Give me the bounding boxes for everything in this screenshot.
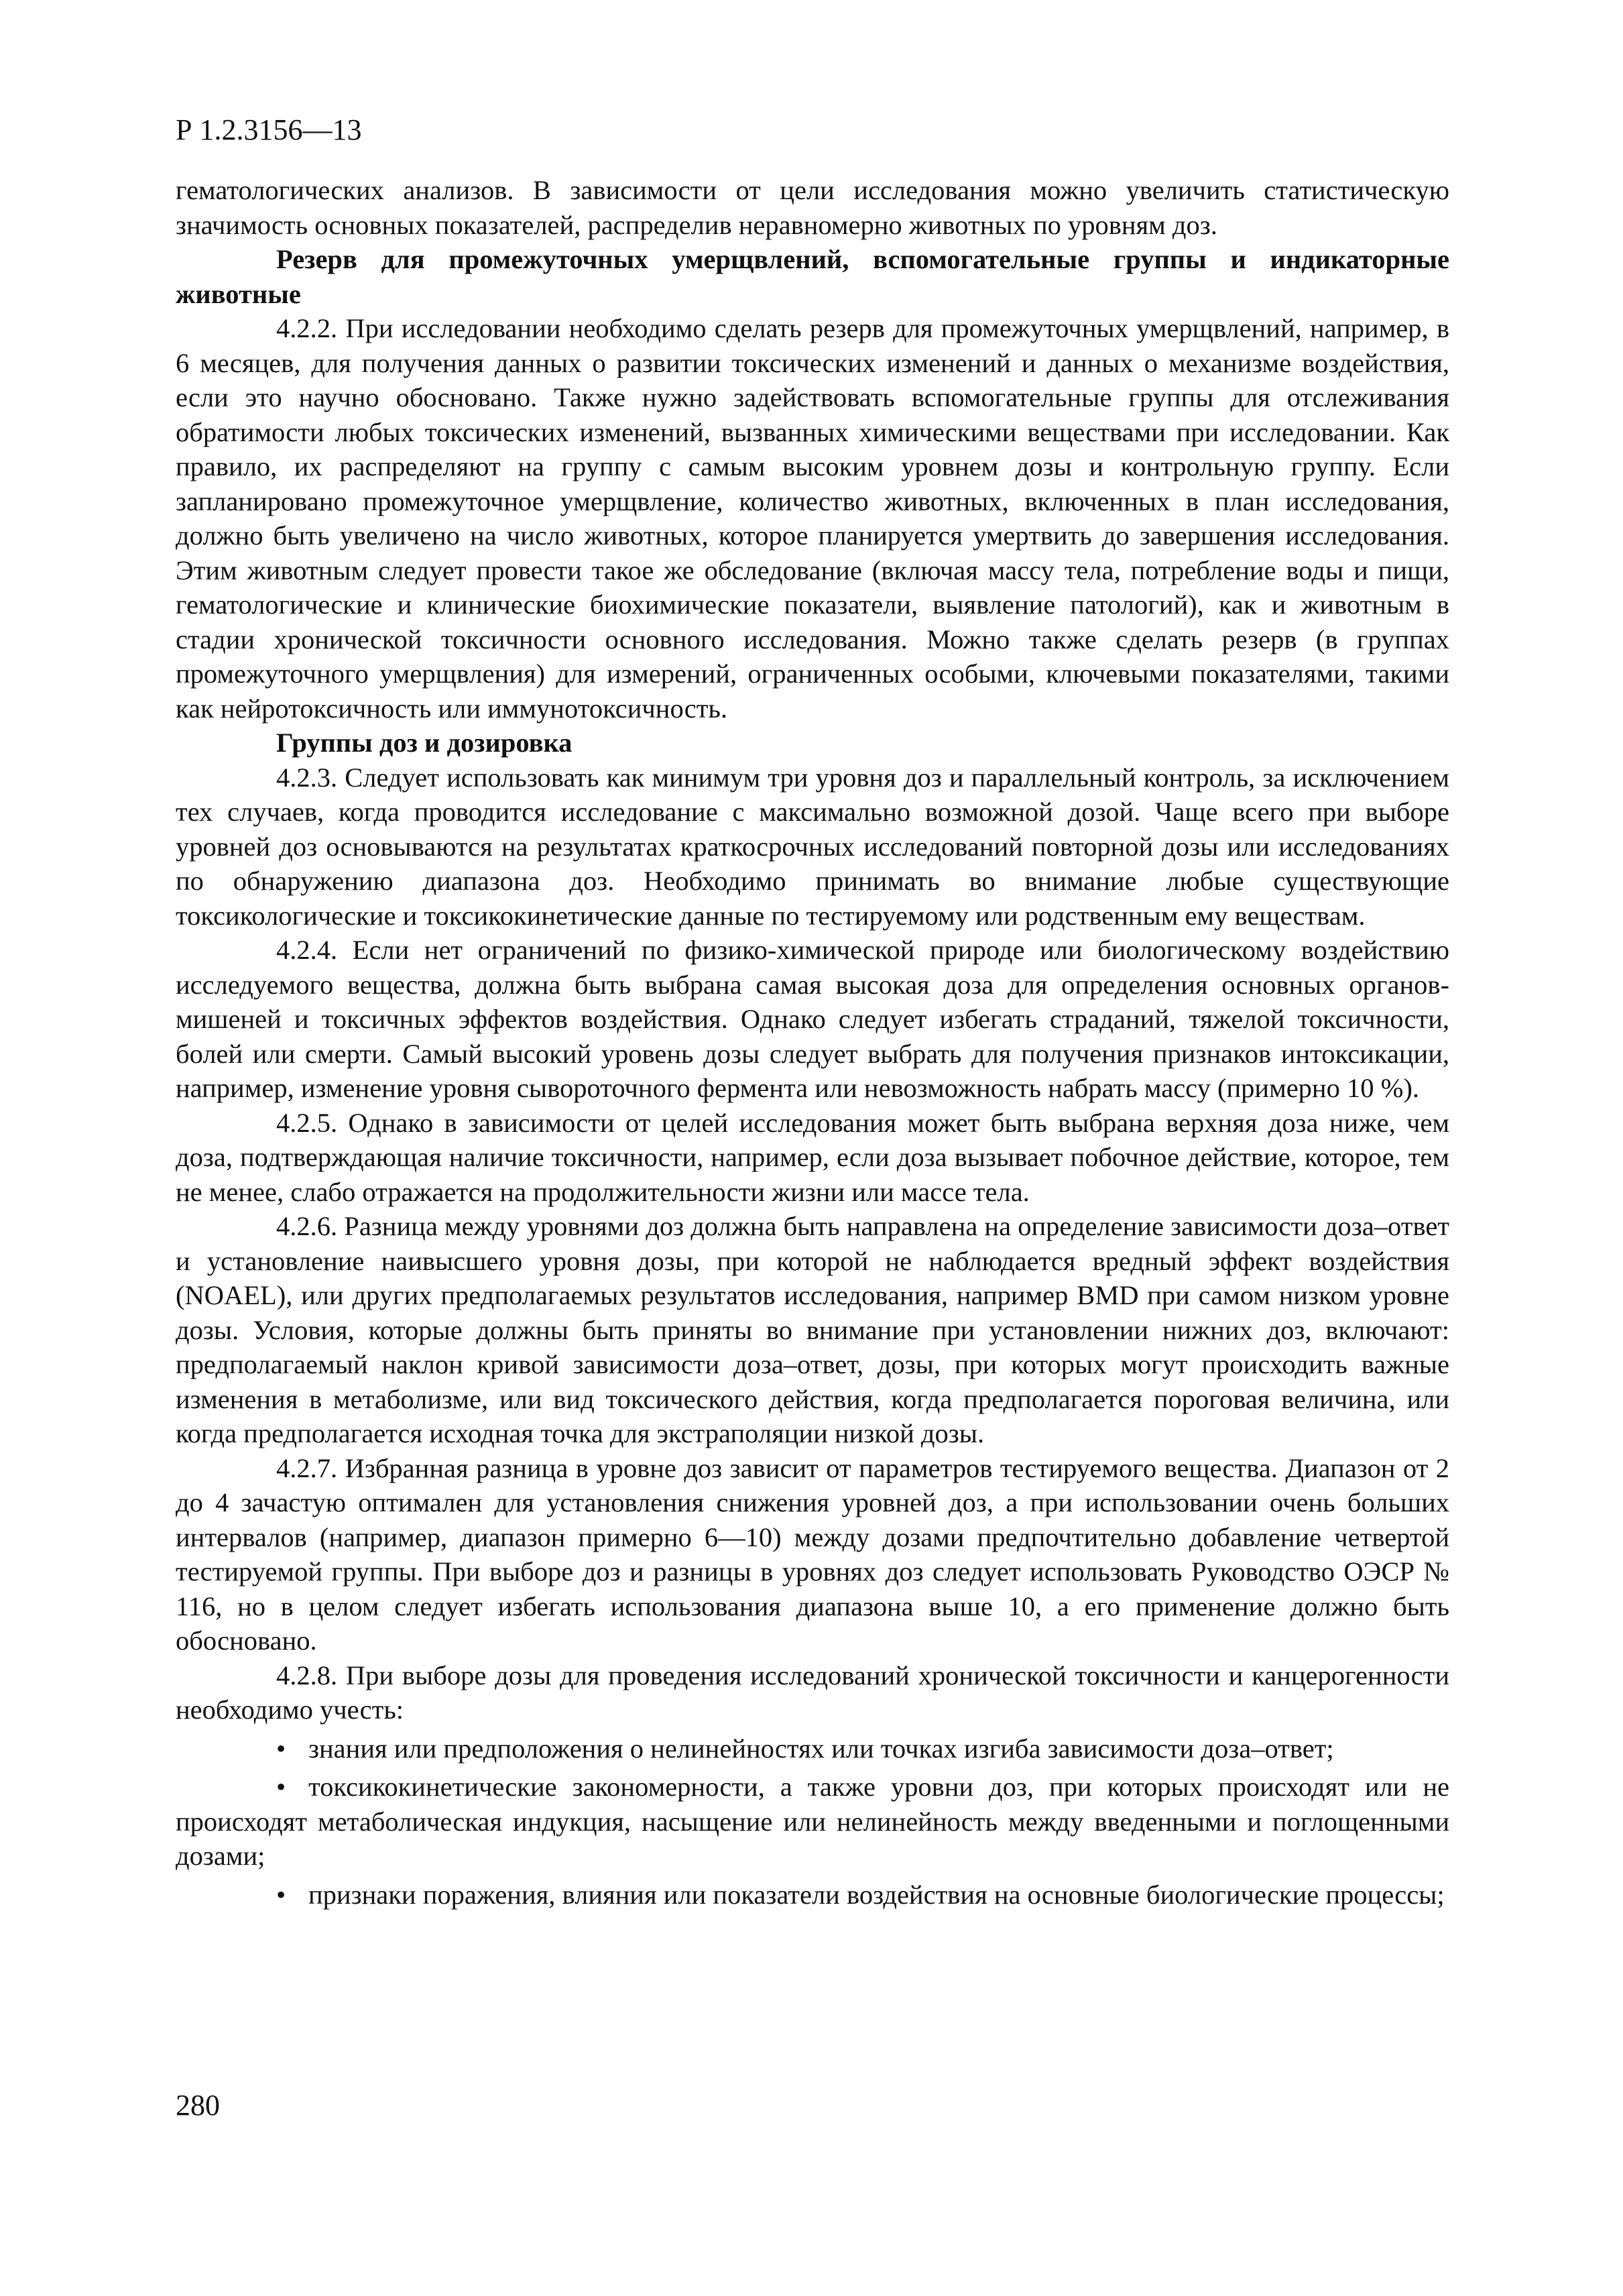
paragraph-4-2-6: 4.2.6. Разница между уровнями доз должна быть направлена на определение зависимости доза–ответ и установление наивысшего уровня дозы, при которой не наблюдается вредный эффект воздействия (NOAEL), или других предполагаемых результатов исследования, например BMD при самом низком уровне дозы. Условия, которые должны быть приняты во внимание при установлении нижних доз, включают: предполагаемый наклон кривой зависимости доза–ответ, дозы, при которых могут происходить важные изменения в метаболизме, или вид токсического действия, когда предполагается пороговая величина, или когда предполагается исходная точка для экстраполяции низкой дозы. (176, 1211, 1449, 1448)
heading-dose-groups: Группы доз и дозировка (276, 728, 573, 758)
document-code: Р 1.2.3156—13 (176, 113, 362, 146)
bullet-icon: • (276, 1733, 286, 1764)
paragraph-4-2-8: 4.2.8. При выборе дозы для проведения исследований хронической токсичности и канцерогенности необходимо учесть: (176, 1660, 1449, 1725)
bullet-text: знания или предположения о нелинейностях или точках изгиба зависимости доза–ответ; (308, 1733, 1334, 1764)
bullet-icon: • (276, 1772, 286, 1802)
intro-paragraph: гематологических анализов. В зависимости от цели исследования можно увеличить статистическую значимость основных показателей, распределив неравномерно животных по уровням доз. (176, 175, 1449, 240)
bullet-item-2 (176, 1770, 1449, 1874)
page-body (176, 173, 1449, 1912)
heading-reserve: Резерв для промежуточных умерщвлений, вспомогательные группы и индикаторные животные (176, 244, 1449, 309)
paragraph-4-2-3: 4.2.3. Следует использовать как минимум три уровня доз и параллельный контроль, за исключением тех случаев, когда проводится исследование с максимально возможной дозой. Чаще всего при выборе уровней доз основываются на результатах краткосрочных исследований повторной дозы или исследованиях по обнаружению диапазона доз. Необходимо принимать во внимание любые существующие токсикологические и токсикокинетические данные по тестируемому или родственным ему веществам. (176, 762, 1449, 931)
bullet-text: признаки поражения, влияния или показатели воздействия на основные биологические процессы; (308, 1879, 1445, 1910)
bullet-item-1 (176, 1731, 1449, 1766)
paragraph-4-2-5: 4.2.5. Однако в зависимости от целей исследования может быть выбрана верхняя доза ниже, чем доза, подтверждающая наличие токсичности, например, если доза вызывает побочное действие, которое, тем не менее, слабо отражается на продолжительности жизни или массе тела. (176, 1107, 1449, 1207)
page-number: 280 (176, 2089, 220, 2122)
paragraph-4-2-4: 4.2.4. Если нет ограничений по физико-химической природе или биологическому воздействию исследуемого вещества, должна быть выбрана самая высокая доза для определения основных органов-мишеней и токсичных эффектов воздействия. Однако следует избегать страданий, тяжелой токсичности, болей или смерти. Самый высокий уровень дозы следует выбрать для получения признаков интоксикации, например, изменение уровня сывороточного фермента или невозможность набрать массу (примерно 10 %). (176, 935, 1449, 1103)
paragraph-4-2-7: 4.2.7. Избранная разница в уровне доз зависит от параметров тестируемого вещества. Диапазон от 2 до 4 зачастую оптимален для установления снижения уровней доз, а при использовании очень больших интервалов (например, диапазон примерно 6—10) между дозами предпочтительно добавление четвертой тестируемой группы. При выборе доз и разницы в уровнях доз следует использовать Руководство ОЭСР № 116, но в целом следует избегать использования диапазона выше 10, а его применение должно быть обосновано. (176, 1452, 1449, 1656)
bullet-item-3 (176, 1878, 1449, 1912)
bullet-icon: • (276, 1879, 286, 1910)
bullet-text: токсикокинетические закономерности, а также уровни доз, при которых происходят или не происходят метаболическая индукция, насыщение или нелинейность между введенными и поглощенными дозами; (176, 1772, 1449, 1871)
paragraph-4-2-2: 4.2.2. При исследовании необходимо сделать резерв для промежуточных умерщвлений, например, в 6 месяцев, для получения данных о развитии токсических изменений и данных о механизме воздействия, если это научно обосновано. Также нужно задействовать вспомогательные группы для отслеживания обратимости любых токсических изменений, вызванных химическими веществами при исследовании. Как правило, их распределяют на группу с самым высоким уровнем дозы и контрольную группу. Если запланировано промежуточное умерщвление, количество животных, включенных в план исследования, должно быть увеличено на число животных, которое планируется умертвить до завершения исследования. Этим животным следует провести такое же обследование (включая массу тела, потребление воды и пищи, гематологические и клинические биохимические показатели, выявление патологий), как и животным в стадии хронической токсичности основного исследования. Можно также сделать резерв (в группах промежуточного умерщвления) для измерений, ограниченных особыми, ключевыми показателями, такими как нейротоксичность или иммунотоксичность. (176, 313, 1449, 724)
